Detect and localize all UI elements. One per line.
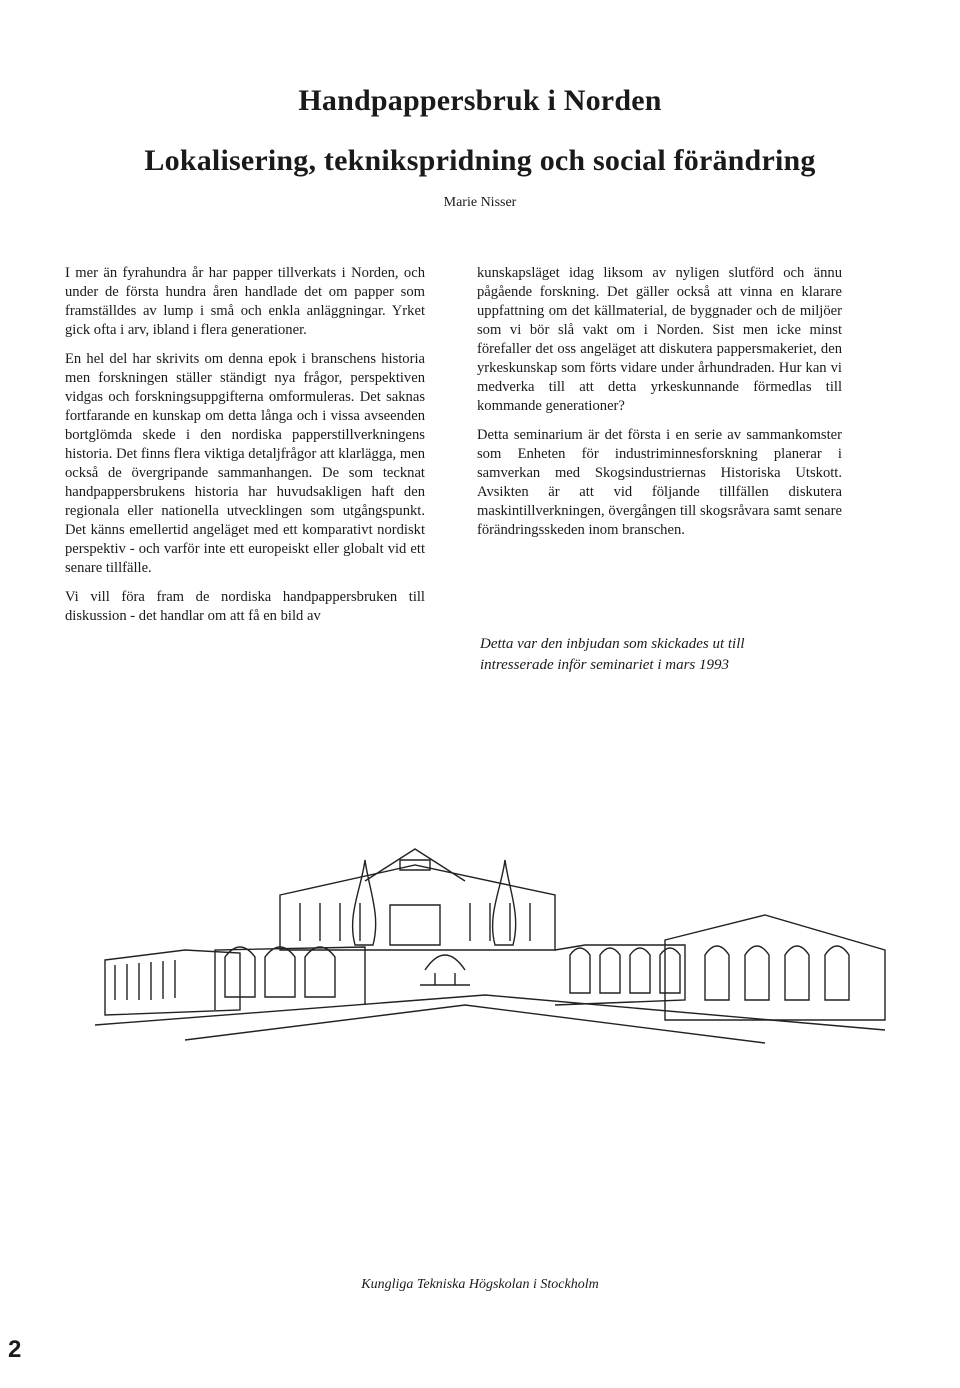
page-subtitle: Lokalisering, teknikspridning och social förändring <box>144 144 816 177</box>
paragraph: En hel del har skrivits om denna epok i branschens historia men forskningen ställer ständigt nya frågor, perspektiven vidgas och forskningsuppgifterna omformuleras. Det saknas fortfarande en kunskap om detta långa och i vissa avseenden bortglömda skede i den nordiska papperstillverkningens historia. Det finns flera viktiga detaljfrågor att klarlägga, men också de övergripande sammanhangen. De som tecknat handpappersbrukens historia har huvudsakligen haft den regionala eller nationella utvecklingen som utgångspunkt. Det känns emellertid angeläget med ett komparativt nordiskt perspektiv - och varför inte ett europeiskt eller globalt vid ett senare tillfälle. <box>65 351 425 576</box>
paragraph: kunskapsläget idag liksom av nyligen slutförd och ännu pågående forskning. Det gäller också att vinna en klarare uppfattning om det källmaterial, de byggnader och de miljöer som vi bör slå vakt om i Norden. Sist men icke minst förefaller det oss angeläget att diskutera pappersmakeriet, den yrkeskunskap som förts vidare under århundraden. Hur kan vi medverka till att detta yrkeskunnande förmedlas till kommande generationer? <box>477 265 842 414</box>
page-title: Handpappersbruk i Norden <box>298 84 662 117</box>
author: Marie Nisser <box>443 195 517 210</box>
right-column <box>477 264 842 550</box>
invitation-note: Detta var den inbjudan som skickades ut till intresserade inför seminariet i mars 1993 <box>480 636 745 673</box>
footer-institution: Kungliga Tekniska Högskolan i Stockholm <box>361 1277 599 1292</box>
left-column <box>65 264 425 636</box>
page-number: 2 <box>8 1336 22 1363</box>
paragraph: Vi vill föra fram de nordiska handpappersbruken till diskussion - det handlar om att få en bild av <box>65 589 425 624</box>
paragraph: I mer än fyrahundra år har papper tillverkats i Norden, och under de första hundra åren handlade det om papper som framställdes av lump i små och enkla anläggningar. Yrket gick ofta i arv, ibland i flera generationer. <box>65 265 425 338</box>
paragraph: Detta seminarium är det första i en serie av sammankomster som Enheten för industriminnesforskning planerar i samverkan med Skogsindustriernas Historiska Utskott. Avsikten är att vid följande tillfällen diskutera maskintillverkningen, övergången till skogsråvara samt senare förändringsskeden inom branschen. <box>477 427 842 538</box>
illustration-kth-campus <box>65 845 905 1045</box>
